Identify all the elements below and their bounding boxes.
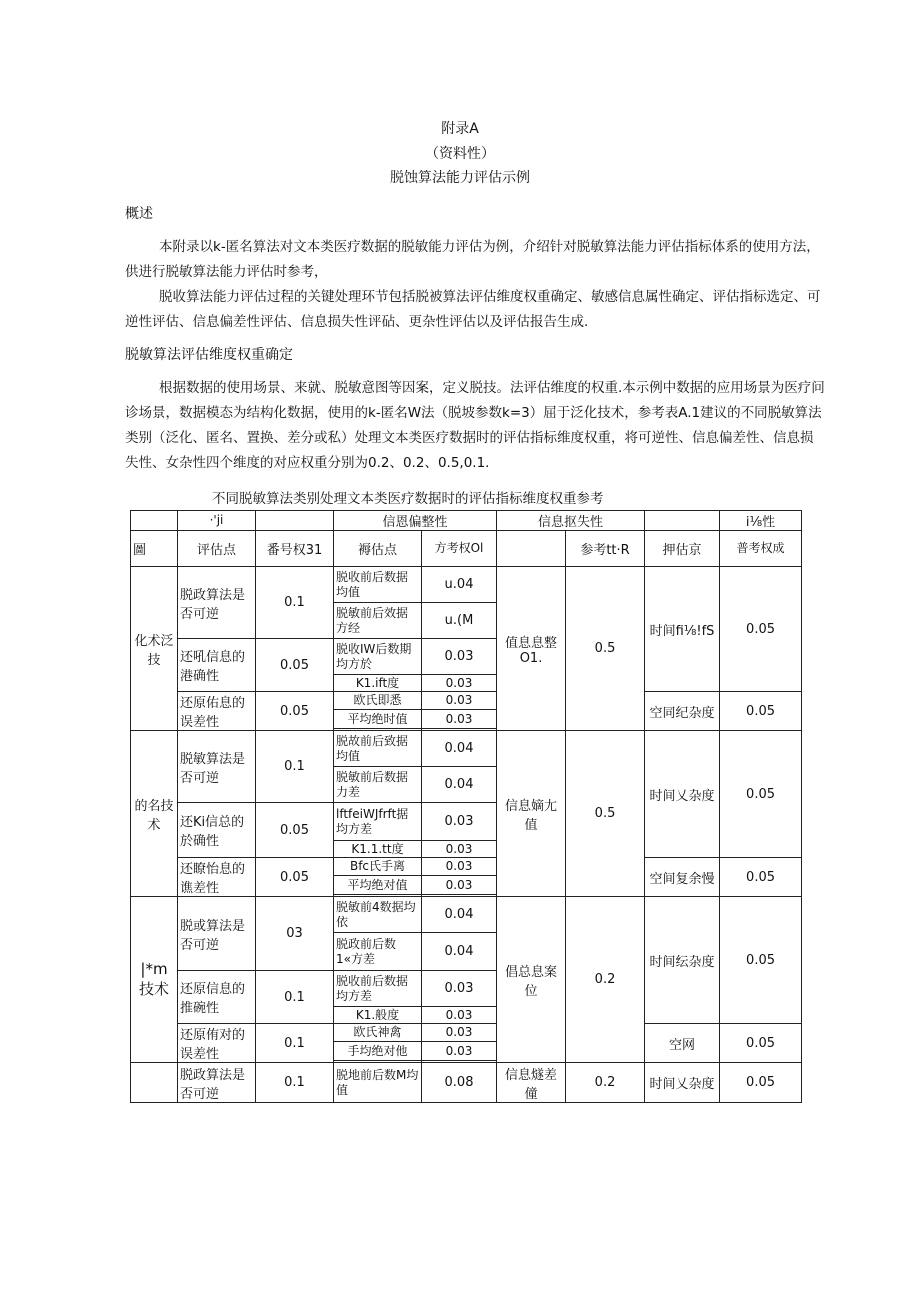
dev-eval-cell: 脱故前后致据均值: [334, 731, 422, 767]
rev-eval-cell: 还原佑息的误差性: [178, 692, 256, 731]
rev-eval-cell: 还吼信息的港确性: [178, 639, 256, 692]
weight-paragraph: 根据数据的使用场景、来就、脱敏意图等因案，定义脱技。法评估维度的权重.本示例中数据的应用场景为医疗问诊场景，数据模态为结构化数据，使用的k-匿名W法（脱坡参数k=3）屈于泛化技术，参考表A.1建议的不同脱敏算法类别（泛化、匿名、置换、差分或私）处理文本类医疗数据时的评估指标维度权重，将可逆性、信息偏差性、信息损失性、女杂性四个维度的对应权重分别为0.2、0.2、0.5,0.1.: [125, 380, 825, 471]
table-row: [131, 567, 802, 603]
dev-weight-cell: 0.03: [422, 971, 497, 1007]
cx-eval-cell: 空间复余慢: [645, 858, 720, 897]
dev-eval-cell: 欧氏即悉: [334, 692, 422, 710]
category-cell: 化术泛技: [131, 567, 178, 731]
appendix-title: 脱蚀算法能力评估示例: [390, 170, 530, 186]
dev-eval-cell: 脱收IW后数期均方於: [334, 639, 422, 675]
loss-weight-cell: 0.5: [566, 567, 645, 731]
dev-weight-cell: 0.04: [422, 731, 497, 767]
dev-weight-cell: 0.03: [422, 1024, 497, 1042]
dev-weight-cell: 0.04: [422, 767, 497, 803]
dev-eval-cell: 脱敏前4数据均依: [334, 897, 422, 933]
dev-weight-cell: u.04: [422, 567, 497, 603]
table-row: [131, 897, 802, 933]
rev-eval-cell: 脱或算法是否可逆: [178, 897, 256, 971]
category-cell: 的名技术: [131, 731, 178, 897]
rev-weight-cell: 0.1: [256, 731, 334, 803]
cx-weight-cell: 0.05: [720, 1024, 802, 1063]
dev-weight-cell: 0.03: [422, 692, 497, 710]
cx-weight-cell: 0.05: [720, 858, 802, 897]
dev-weight-cell: 0.03: [422, 1007, 497, 1024]
dev-eval-cell: 手均绝对他: [334, 1042, 422, 1060]
header-ref-weight: 番号权31: [256, 531, 334, 567]
dev-weight-cell: u.(M: [422, 603, 497, 639]
table-row: [131, 731, 802, 767]
dev-weight-cell: 0.04: [422, 897, 497, 933]
cx-weight-cell: 0.05: [720, 731, 802, 858]
header-dev-eval: 褥估点: [334, 531, 422, 567]
dev-weight-cell: 0.03: [422, 710, 497, 728]
dev-eval-cell: 欧氏神禽: [334, 1024, 422, 1042]
dev-weight-cell: 0.03: [422, 841, 497, 858]
header-deviation: 信恩偏整性: [334, 511, 497, 531]
loss-weight-cell: 0.2: [566, 897, 645, 1063]
rev-weight-cell: 0.05: [256, 858, 334, 897]
header-reversible: ·'ji: [178, 511, 256, 531]
dev-weight-cell: 0.03: [422, 1042, 497, 1060]
dev-eval-cell: 脱政前后数1«方差: [334, 933, 422, 971]
cx-eval-cell: 时间乂杂度: [645, 731, 720, 858]
weight-heading: 脱敏算法评估维度权重确定: [125, 347, 293, 363]
header-cx-eval: 押估京: [645, 531, 720, 567]
dev-eval-cell: 脱地前后数M均值: [334, 1063, 422, 1103]
rev-eval-cell: 还原侑对的误差性: [178, 1024, 256, 1063]
rev-weight-cell: 0.1: [256, 1024, 334, 1063]
table-caption: 不同脱敏算法类别处理文本类医疗数据时的评估指标维度权重参考: [212, 491, 604, 507]
overview-paragraph-1: 本附录以k-匿名算法对文本类医疗数据的脱敏能力评估为例，介绍针对脱敏算法能力评估指标体系的使用方法，供进行脱敏算法能力评估时参考，: [125, 239, 820, 280]
overview-heading: 概述: [125, 206, 153, 222]
rev-eval-cell: 脱敏算法是否可逆: [178, 731, 256, 803]
rev-eval-cell: 还原信息的推碗性: [178, 971, 256, 1024]
header-loss: 信息抠失性: [497, 511, 645, 531]
appendix-nature: （资料性）: [425, 146, 495, 162]
appendix-label: 附录A: [441, 121, 479, 137]
dev-eval-cell: K1.般度: [334, 1007, 422, 1024]
dev-eval-cell: 脱敏前后效据方经: [334, 603, 422, 639]
header-complexity: i⅛性: [720, 511, 802, 531]
table-header-row-2: [131, 531, 802, 567]
table-row: [131, 1024, 802, 1042]
loss-eval-cell: 倡总息案位: [497, 897, 566, 1063]
rev-weight-cell: 0.1: [256, 971, 334, 1024]
loss-weight-cell: 0.5: [566, 731, 645, 897]
dev-weight-cell: 0.03: [422, 858, 497, 876]
category-cell: |*m技术: [131, 897, 178, 1063]
dev-eval-cell: 脱收前后数据均值: [334, 567, 422, 603]
dev-weight-cell: 0.03: [422, 803, 497, 841]
rev-weight-cell: 0.05: [256, 692, 334, 731]
rev-eval-cell: 还Ki信总的於确性: [178, 803, 256, 858]
header-dev-weight: 方考权Ol: [422, 531, 497, 567]
dev-eval-cell: K1.ift度: [334, 675, 422, 692]
cx-weight-cell: 0.05: [720, 567, 802, 692]
header-category: 圖: [131, 531, 178, 567]
rev-eval-cell: 还瞭怡息的谯差性: [178, 858, 256, 897]
rev-weight-cell: 0.05: [256, 803, 334, 858]
header-eval-point: 评估点: [178, 531, 256, 567]
dev-weight-cell: 0.04: [422, 933, 497, 971]
table-row: [131, 858, 802, 876]
rev-weight-cell: 03: [256, 897, 334, 971]
rev-weight-cell: 0.05: [256, 639, 334, 692]
table-row: [131, 692, 802, 710]
table-header-row-1: [131, 511, 802, 531]
dev-eval-cell: Bfc氏手离: [334, 858, 422, 876]
header-loss-weight: 参考tt·R: [566, 531, 645, 567]
cx-eval-cell: 时间乂杂度: [645, 1063, 720, 1103]
cx-eval-cell: 时间fi⅛!fS: [645, 567, 720, 692]
table-row: [131, 1063, 802, 1103]
dev-weight-cell: 0.08: [422, 1063, 497, 1103]
dev-eval-cell: 脱敏前后数据力差: [334, 767, 422, 803]
loss-eval-cell: 信息燧差僮: [497, 1063, 566, 1103]
loss-eval-cell: 值息息整O1.: [497, 567, 566, 731]
rev-weight-cell: 0.1: [256, 567, 334, 639]
loss-weight-cell: 0.2: [566, 1063, 645, 1103]
dev-eval-cell: K1.1.tt度: [334, 841, 422, 858]
cx-weight-cell: 0.05: [720, 1063, 802, 1103]
cx-eval-cell: 时间纭杂度: [645, 897, 720, 1024]
cx-eval-cell: 空同纪杂度: [645, 692, 720, 731]
dev-eval-cell: lftfeiWJfrft据均方差: [334, 803, 422, 841]
rev-eval-cell: 脱政算法是否可逆: [178, 1063, 256, 1103]
rev-eval-cell: 脱政算法是否可逆: [178, 567, 256, 639]
cx-weight-cell: 0.05: [720, 897, 802, 1024]
dev-weight-cell: 0.03: [422, 639, 497, 675]
cx-weight-cell: 0.05: [720, 692, 802, 731]
overview-paragraph-2: 脱收算法能力评估过程的关键处理环节包括脱被算法评估维度权重确定、敏感信息属性确定、评估指标选定、可逆性评估、信息偏差性评估、信息损失性评砧、更杂性评估以及评估报告生成.: [125, 289, 821, 330]
dev-weight-cell: 0.03: [422, 675, 497, 692]
dev-eval-cell: 平均绝时值: [334, 710, 422, 728]
dev-eval-cell: 脱收前后数据均方差: [334, 971, 422, 1007]
dev-eval-cell: 平均绝对值: [334, 876, 422, 894]
header-cx-weight: 普考权成: [720, 531, 802, 567]
rev-weight-cell: 0.1: [256, 1063, 334, 1103]
dev-weight-cell: 0.03: [422, 876, 497, 894]
weight-table: [130, 510, 802, 1103]
loss-eval-cell: 信息嫡尢值: [497, 731, 566, 897]
cx-eval-cell: 空网: [645, 1024, 720, 1063]
